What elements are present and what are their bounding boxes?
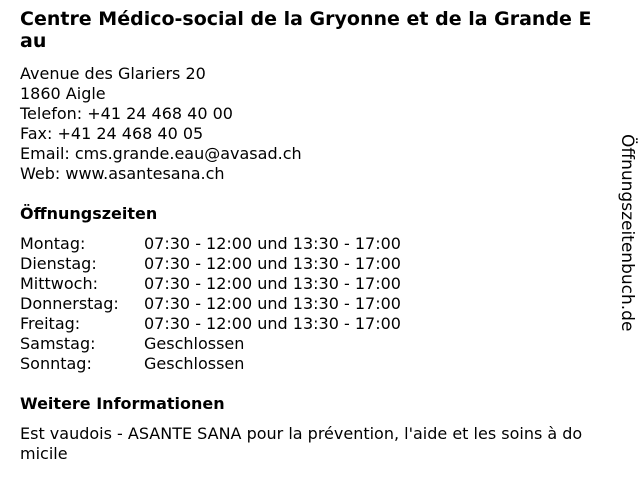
page-title: Centre Médico-social de la Gryonne et de la Grande Eau	[20, 8, 592, 52]
opening-hours-heading: Öffnungszeiten	[20, 204, 158, 223]
time-value: 07:30 - 12:00 und 13:30 - 17:00	[144, 294, 401, 313]
hours-row-friday	[20, 314, 600, 334]
opening-hours-table	[20, 234, 600, 374]
day-label: Samstag:	[20, 334, 96, 353]
hours-row-thursday	[20, 294, 600, 314]
day-label: Mittwoch:	[20, 274, 98, 293]
city: 1860 Aigle	[20, 84, 106, 103]
hours-row-sunday	[20, 354, 600, 374]
hours-row-saturday	[20, 334, 600, 354]
site-brand-watermark: Öffnungszeitenbuch.de	[617, 134, 637, 332]
more-info-heading: Weitere Informationen	[20, 394, 225, 413]
email-address: Email: cms.grande.eau@avasad.ch	[20, 144, 302, 163]
time-value: 07:30 - 12:00 und 13:30 - 17:00	[144, 234, 401, 253]
more-info-text: Est vaudois - ASANTE SANA pour la prévention, l'aide et les soins à domicile	[20, 424, 583, 463]
day-label: Freitag:	[20, 314, 81, 333]
time-value: 07:30 - 12:00 und 13:30 - 17:00	[144, 314, 401, 333]
website: Web: www.asantesana.ch	[20, 164, 225, 183]
day-label: Montag:	[20, 234, 86, 253]
listing-card	[20, 8, 600, 464]
day-label: Donnerstag:	[20, 294, 119, 313]
time-value: 07:30 - 12:00 und 13:30 - 17:00	[144, 274, 401, 293]
street-address: Avenue des Glariers 20	[20, 64, 206, 83]
day-label: Sonntag:	[20, 354, 92, 373]
time-value: Geschlossen	[144, 334, 245, 353]
time-value: 07:30 - 12:00 und 13:30 - 17:00	[144, 254, 401, 273]
hours-row-monday	[20, 234, 600, 254]
fax-number: Fax: +41 24 468 40 05	[20, 124, 204, 143]
contact-block	[20, 64, 600, 184]
hours-row-wednesday	[20, 274, 600, 294]
day-label: Dienstag:	[20, 254, 97, 273]
time-value: Geschlossen	[144, 354, 245, 373]
phone-number: Telefon: +41 24 468 40 00	[20, 104, 233, 123]
hours-row-tuesday	[20, 254, 600, 274]
